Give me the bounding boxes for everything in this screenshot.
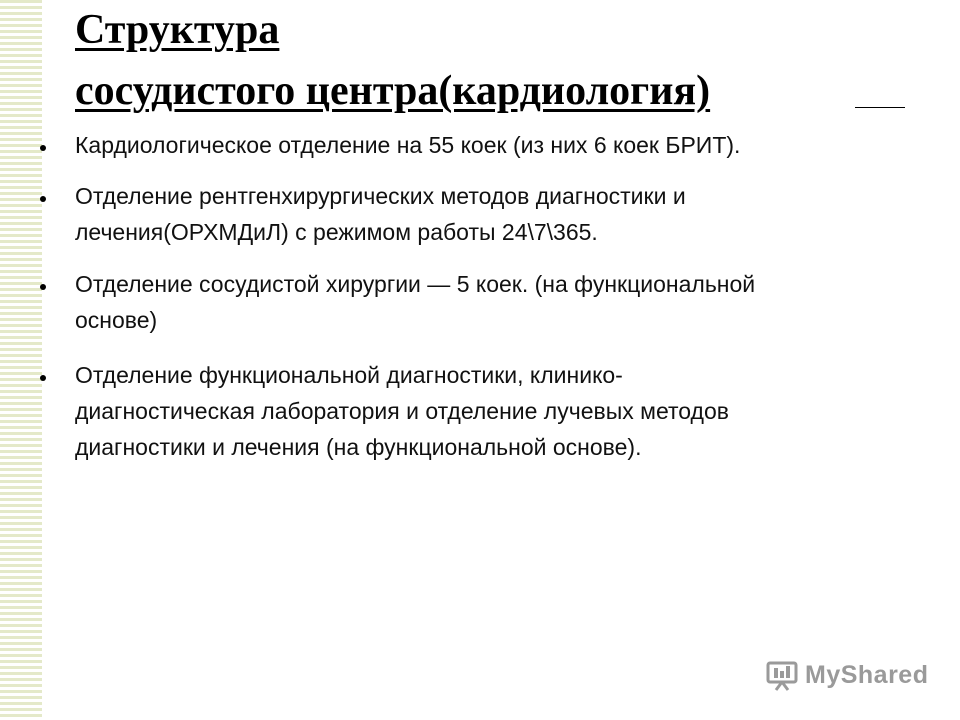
bullet-line: Отделение сосудистой хирургии — 5 коек. (на функциональной (75, 271, 756, 297)
presentation-board-icon (765, 658, 799, 692)
bullet-dot-icon (40, 375, 46, 381)
bullet-line: диагностическая лаборатория и отделение лучевых методов (75, 398, 729, 424)
watermark-text: MyShared (805, 660, 929, 689)
slide-title-line-2: сосудистого центра(кардиология) (75, 68, 711, 114)
decorative-stripe-band (0, 0, 42, 720)
bullet-line: Отделение функциональной диагностики, клинико- (75, 362, 623, 388)
bullet-line: Отделение рентгенхирургических методов диагностики и (75, 183, 686, 209)
bullet-dot-icon (40, 284, 46, 290)
slide-title-line-1: Структура (75, 7, 280, 53)
bullet-text (75, 266, 955, 338)
bullet-line: диагностики и лечения (на функциональной основе). (75, 434, 642, 460)
bullet-dot-icon (40, 196, 46, 202)
bullet-text (75, 357, 955, 465)
bullet-text (75, 127, 955, 163)
bullet-line: Кардиологическое отделение на 55 коек (из них 6 коек БРИТ). (75, 132, 741, 158)
slide-title (75, 0, 710, 122)
bullet-dot-icon (40, 145, 46, 151)
bullet-text (75, 178, 955, 250)
title-underline-extension (855, 107, 905, 108)
bullet-line: основе) (75, 307, 158, 333)
myshared-watermark (765, 655, 928, 695)
bullet-line: лечения(ОРХМДиЛ) с режимом работы 24\7\365. (75, 219, 598, 245)
